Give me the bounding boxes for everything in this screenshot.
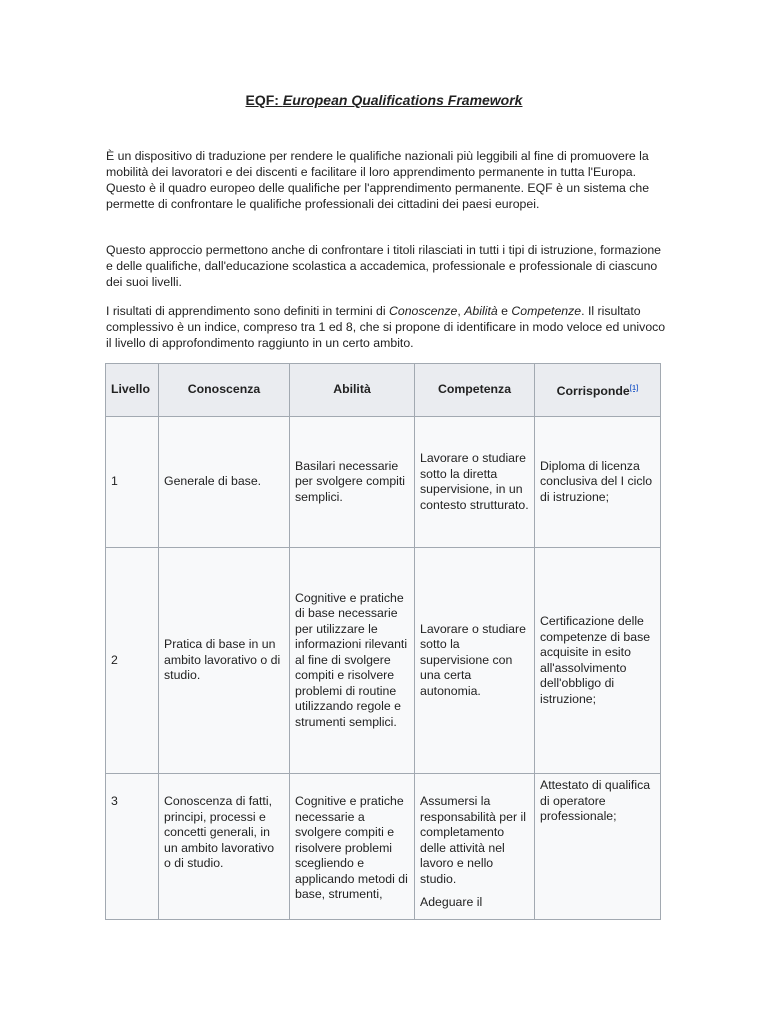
cell-corrisponde-text: Attestato di qualifica di operatore professionale; [540,778,651,823]
footnote-link[interactable]: [1] [629,384,639,392]
cell-competenza-wrap [420,774,529,919]
cell-competenza-text: Assumersi la responsabilità per il completamento delle attività nel lavoro e nello studio. [420,794,526,886]
cell-competenza: Lavorare o studiare sotto la supervisione con una certa autonomia. [415,548,535,774]
cell-conoscenza-text: Conoscenza di fatti, principi, processi e concetti generali, in un ambito lavorativo o di studio. [164,794,275,870]
approach-paragraph: Questo approccio permettono anche di confrontare i titoli rilasciati in tutti i tipi di istruzione, formazione e delle qualifiche, dall'educazione scolastica a accademica, professionale e professionale di ciascuno dei suoi livelli. [106,243,661,289]
spacer [420,887,529,895]
cell-livello: 1 [106,417,159,548]
header-corrisponde [535,364,661,417]
cell-abilita: Cognitive e pratiche di base necessarie per utilizzare le informazioni rilevanti al fine di svolgere compiti e risolvere problemi di routine utilizzando regole e strumenti semplici. [290,548,415,774]
title-prefix: EQF: [245,92,283,108]
text-segment: e [497,304,512,318]
cell-abilita: Basilari necessarie per svolgere compiti semplici. [290,417,415,548]
header-corrisponde-label: Corrisponde [556,383,630,398]
cell-conoscenza: Generale di base. [159,417,290,548]
results-paragraph [106,303,666,351]
cell-competenza: Lavorare o studiare sotto la diretta supervisione, in un contesto strutturato. [415,417,535,548]
page-title [0,92,768,108]
table-header-row [106,364,661,417]
cell-livello: 2 [106,548,159,774]
cell-livello-text: 3 [111,794,118,808]
eqf-levels-table [105,363,661,920]
cell-abilita-text: Cognitive e pratiche necessarie a svolgere compiti e risolvere problemi scegliendo e applicando metodi di base, strumenti, [295,794,408,901]
term-competenze: Competenze [511,304,582,318]
title-emphasis: European Qualifications Framework [282,92,523,108]
term-conoscenze: Conoscenze [388,304,458,318]
cell-competenza [415,774,535,920]
cell-abilita [290,774,415,920]
cell-competenza-extra: Adeguare il [420,895,483,909]
cell-corrisponde: Diploma di licenza conclusiva del I ciclo di istruzione; [535,417,661,548]
cell-corrisponde [535,774,661,920]
cell-livello [106,774,159,920]
table-row [106,548,661,774]
text-segment: , [457,304,465,318]
header-conoscenza: Conoscenza [159,364,290,417]
header-competenza: Competenza [415,364,535,417]
table-row [106,417,661,548]
term-abilita: Abilità [464,304,498,318]
cell-conoscenza [159,774,290,920]
text-segment: . Il risultato complessivo è un indice, compreso tra 1 ed 8, che si propone di identificare in modo veloce ed univoco il livello di approfondimento raggiunto in un certo ambito. [106,304,666,350]
header-livello: Livello [106,364,159,417]
cell-conoscenza: Pratica di base in un ambito lavorativo o di studio. [159,548,290,774]
cell-corrisponde: Certificazione delle competenze di base acquisite in esito all'assolvimento dell'obbligo di istruzione; [535,548,661,774]
table-row [106,774,661,920]
text-segment: I risultati di apprendimento sono definiti in termini di [106,304,389,318]
header-abilita: Abilità [290,364,415,417]
intro-paragraph: È un dispositivo di traduzione per rendere le qualifiche nazionali più leggibili al fine di promuovere la mobilità dei lavoratori e dei discenti e facilitare il loro apprendimento permanente in tutta l'Europa. Questo è il quadro europeo delle qualifiche per l'apprendimento permanente. EQF è un sistema che permette di confrontare le qualifiche professionali dei cittadini dei paesi europei. [106,149,650,211]
